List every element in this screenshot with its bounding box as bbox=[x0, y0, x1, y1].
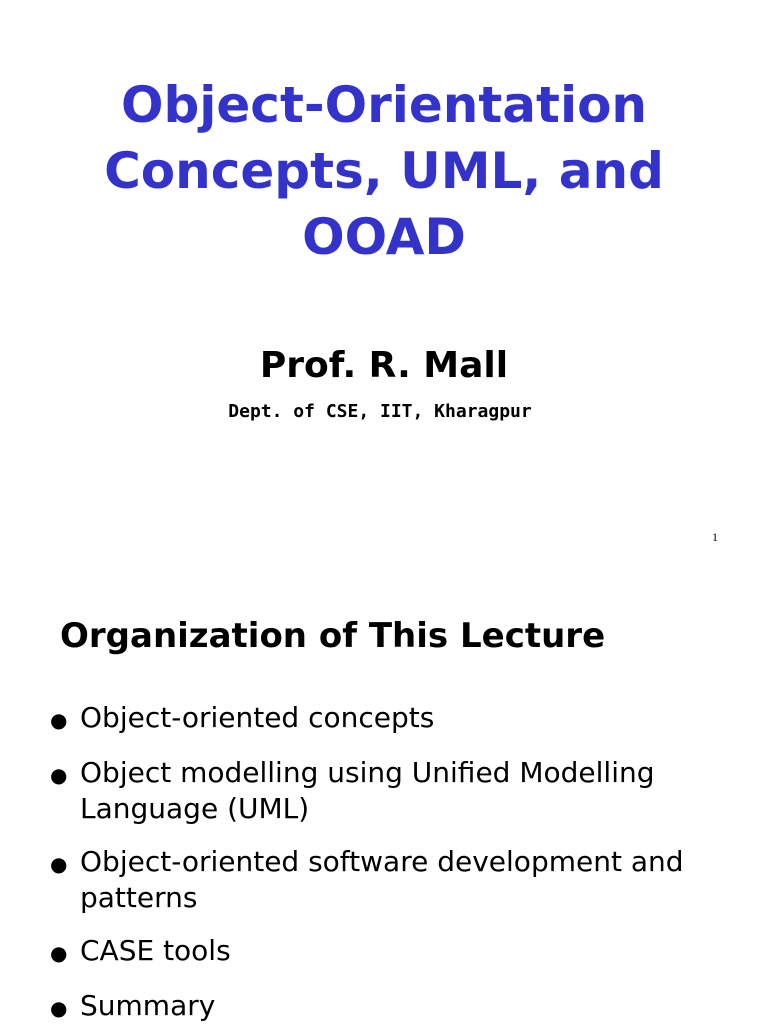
bullet-dot-icon: ● bbox=[50, 708, 68, 732]
list-item-text: Summary bbox=[80, 989, 216, 1022]
author-name: Prof. R. Mall bbox=[259, 345, 509, 386]
bullet-list bbox=[50, 700, 710, 1024]
list-item-text: Object-oriented software development and patterns bbox=[80, 845, 684, 914]
list-item bbox=[50, 933, 710, 971]
slide-title-line: Concepts, UML, and bbox=[104, 142, 664, 200]
bullet-dot-icon: ● bbox=[50, 852, 68, 876]
list-item-text: CASE tools bbox=[80, 934, 231, 967]
list-item bbox=[50, 988, 710, 1024]
bullet-dot-icon: ● bbox=[50, 763, 68, 787]
outline-slide bbox=[0, 560, 768, 1024]
slide-title-line: Object-Orientation bbox=[120, 76, 648, 134]
bullet-dot-icon: ● bbox=[50, 941, 68, 965]
list-item bbox=[50, 844, 710, 916]
list-item bbox=[50, 755, 710, 827]
list-item-text: Object modelling using Unified Modelling Language (UML) bbox=[80, 756, 655, 825]
author-affiliation: Dept. of CSE, IIT, Kharagpur bbox=[228, 401, 532, 422]
section-heading: Organization of This Lecture bbox=[60, 616, 606, 656]
list-item bbox=[50, 700, 710, 738]
bullet-dot-icon: ● bbox=[50, 996, 68, 1020]
slide-title bbox=[40, 72, 728, 270]
page-number: 1 bbox=[712, 530, 718, 544]
list-item-text: Object-oriented concepts bbox=[80, 701, 435, 734]
slide-title-line: OOAD bbox=[302, 208, 466, 266]
